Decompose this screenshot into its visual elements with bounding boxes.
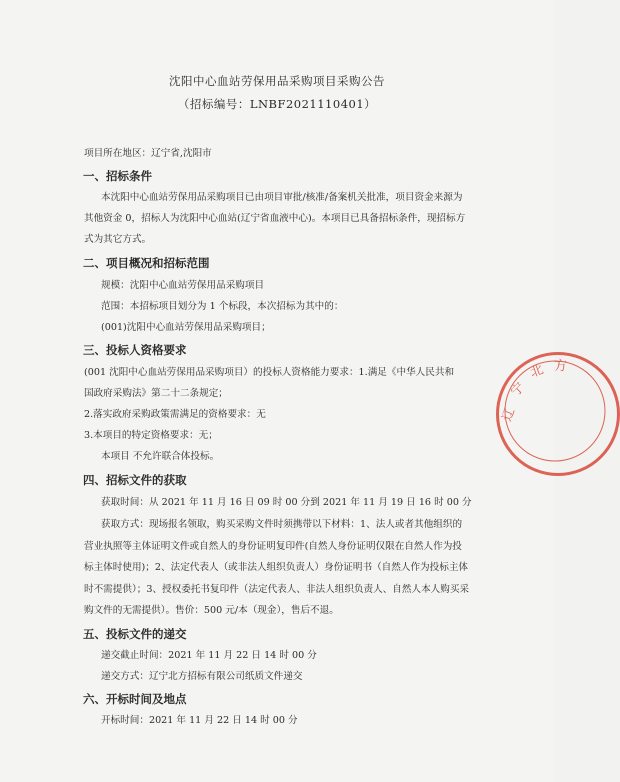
s1-line-3: 式为其它方式。: [84, 234, 152, 245]
s3-line-2: 国政府采购法》第二十二条规定；: [84, 388, 228, 399]
s6-line-1: 开标时间：2021 年 11 月 22 日 14 时 00 分: [101, 715, 298, 726]
s5-line-1: 递交截止时间：2021 年 11 月 22 日 14 时 00 分: [101, 650, 317, 661]
section-heading-5: 五、投标文件的递交: [83, 627, 187, 641]
s4-line-6: 购文件的无需提供）。售价：500 元/本（现金），售后不退。: [84, 605, 339, 616]
s1-line-1: 本沈阳中心血站劳保用品采购项目已由项目审批/核准/备案机关批准，项目资金来源为: [101, 192, 463, 203]
s2-line-3: (001)沈阳中心血站劳保用品采购项目；: [101, 322, 271, 333]
s2-line-1: 规模：沈阳中心血站劳保用品采购项目: [101, 280, 265, 291]
s3-line-1: (001 沈阳中心血站劳保用品采购项目）的投标人资格能力要求：1.满足《中华人民共和: [84, 367, 455, 378]
s3-line-5: 本项目 不允许联合体投标。: [101, 451, 220, 462]
s4-line-2: 获取方式：现场报名领取，购买采购文件时须携带以下材料：1、法人或者其他组织的: [101, 519, 463, 530]
svg-text:辽: 辽: [499, 406, 519, 424]
s4-line-1: 获取时间：从 2021 年 11 月 16 日 09 时 00 分到 2021 年 11 月 19 日 16 时 00 分: [101, 497, 472, 508]
s3-line-3: 2.落实政府采购政策需满足的资格要求：无: [84, 409, 266, 420]
s4-line-5: 时不需提供）；3、授权委托书复印件（法定代表人、非法人组织负责人、自然人本人购买采: [84, 584, 470, 595]
document-title: 沈阳中心血站劳保用品采购项目采购公告: [169, 74, 385, 88]
section-heading-4: 四、招标文件的获取: [83, 473, 187, 487]
project-location: 项目所在地区：辽宁省,沈阳市: [84, 148, 212, 159]
section-heading-6: 六、开标时间及地点: [83, 692, 187, 706]
s4-line-4: 标主体时使用)；2、法定代表人（或非法人组织负责人）身份证明书（自然人作为投标主体: [84, 562, 469, 573]
s2-line-2: 范围：本招标项目划分为 1 个标段，本次招标为其中的：: [101, 301, 344, 312]
s4-line-3: 营业执照等主体证明文件或自然人的身份证明复印件(自然人身份证明仅限在自然人作为投: [84, 541, 462, 552]
s5-line-2: 递交方式：辽宁北方招标有限公司纸质文件递交: [101, 671, 303, 682]
s1-line-2: 其他资金 0，招标人为沈阳中心血站(辽宁省血液中心)。本项目已具备招标条件，现招标方: [84, 213, 466, 224]
section-heading-2: 二、项目概况和招标范围: [83, 256, 210, 270]
svg-text:方: 方: [554, 359, 568, 374]
section-heading-3: 三、投标人资格要求: [83, 343, 187, 357]
seal-icon: [496, 352, 614, 470]
svg-text:北: 北: [528, 362, 546, 381]
bid-number: （招标编号：LNBF2021110401）: [177, 97, 377, 111]
s3-line-4: 3.本项目的特定资格要求：无；: [84, 430, 218, 441]
section-heading-1: 一、招标条件: [83, 169, 152, 183]
company-seal-stamp: [496, 352, 620, 476]
svg-text:宁: 宁: [508, 380, 529, 400]
